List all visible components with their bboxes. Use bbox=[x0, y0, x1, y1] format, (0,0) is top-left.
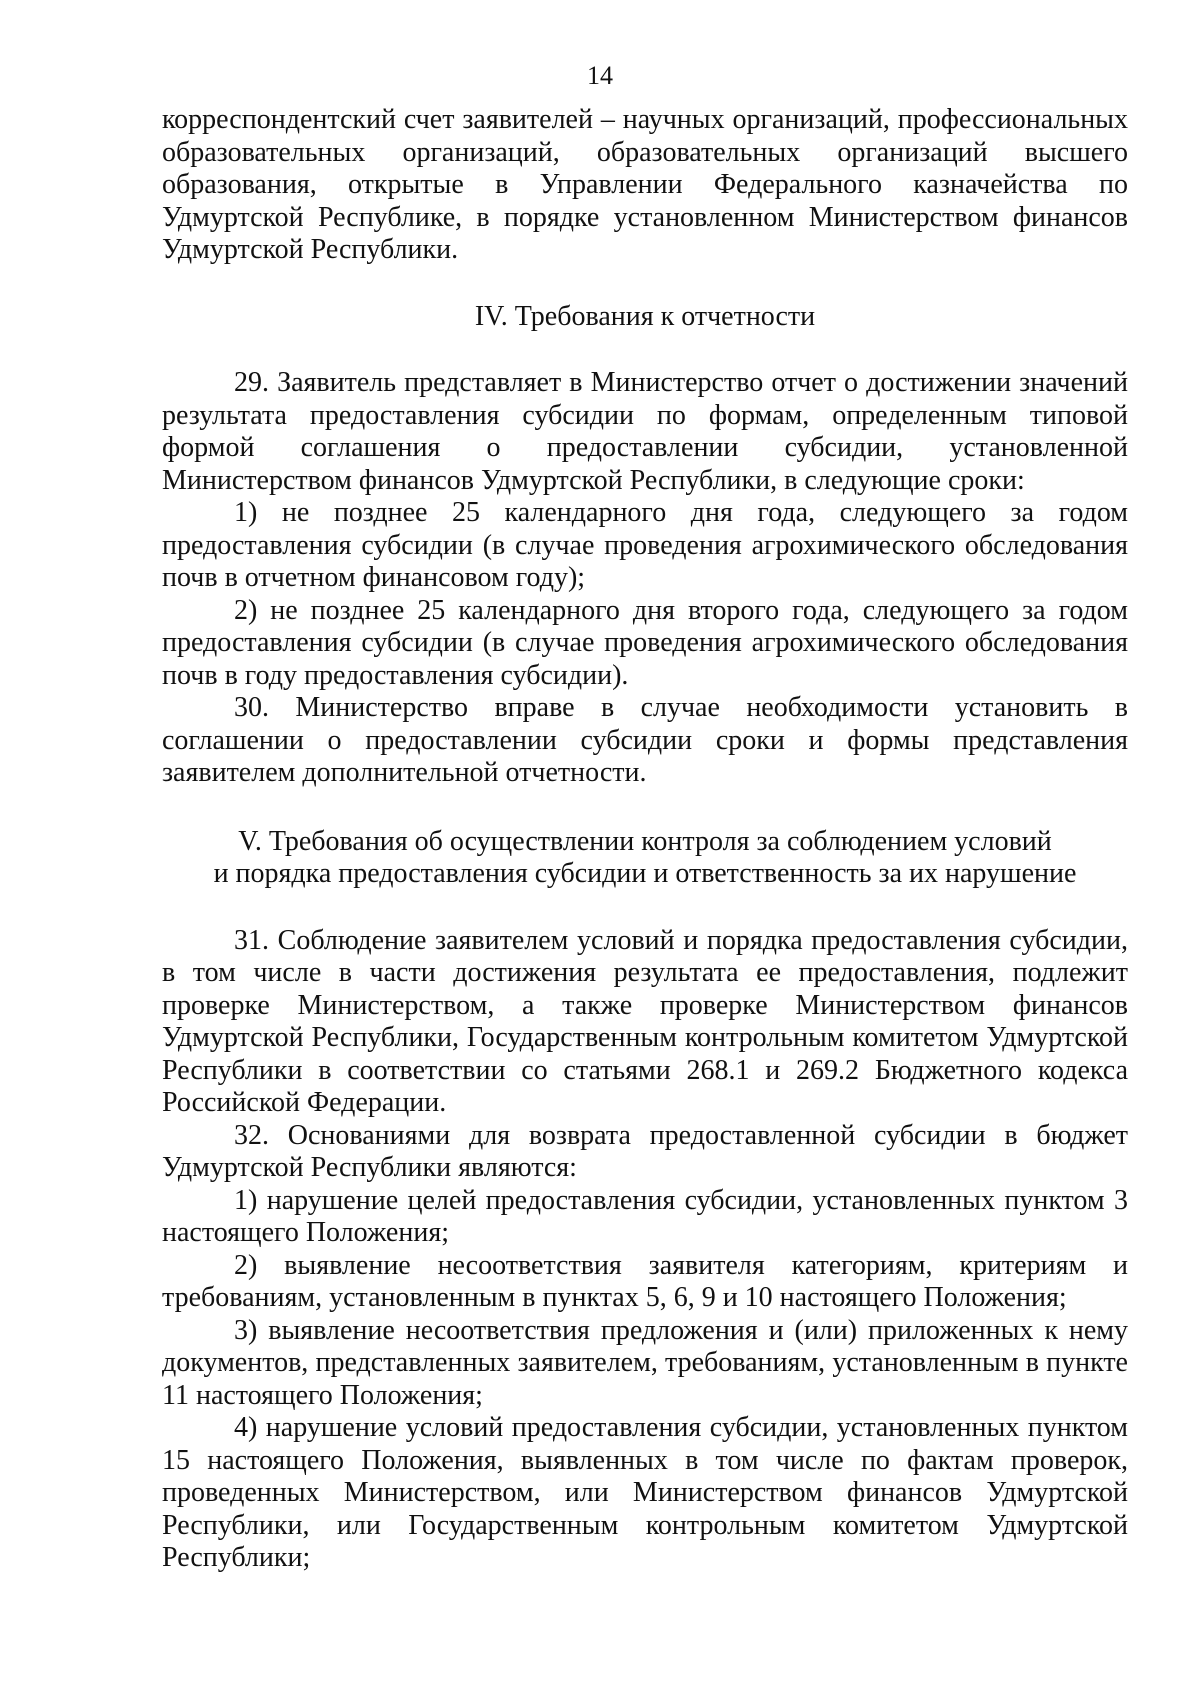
paragraph-32-item-4: 4) нарушение условий предоставления субсидии, установленных пунктом 15 настоящего Положения, выявленных в том числе по фактам проверок, проведенных Министерством, или Министерством финансов Удмуртской Республики, или Государственным контрольным комитетом Удмуртской Республики; bbox=[162, 1412, 1128, 1573]
paragraph-32-item-1: 1) нарушение целей предоставления субсидии, установленных пунктом 3 настоящего Положения; bbox=[162, 1184, 1128, 1248]
section-heading-v-line1: V. Требования об осуществлении контроля за соблюдением условий bbox=[238, 825, 1052, 857]
paragraph: корреспондентский счет заявителей – научных организаций, профессиональных образовательных организаций, образовательных организаций высшего образования, открытые в Управлении Федерального казначейства по Удмуртской Республике, в порядке установленном Министерством финансов Удмуртской Республики. bbox=[162, 104, 1128, 265]
paragraph-31: 31. Соблюдение заявителем условий и порядка предоставления субсидии, в том числе в части достижения результата ее предоставления, подлежит проверке Министерством, а также проверке Министерством финансов Удмуртской Республики, Государственным контрольным комитетом Удмуртской Республики в соответствии со статьями 268.1 и 269.2 Бюджетного кодекса Российской Федерации. bbox=[162, 924, 1128, 1118]
paragraph-29: 29. Заявитель представляет в Министерство отчет о достижении значений результата предоставления субсидии по формам, определенным типовой формой соглашения о предоставлении субсидии, установленной Министерством финансов Удмуртской Республики, в следующие сроки: bbox=[162, 367, 1128, 496]
paragraph-32: 32. Основаниями для возврата предоставленной субсидии в бюджет Удмуртской Республики являются: bbox=[162, 1119, 1128, 1183]
paragraph-32-item-3: 3) выявление несоответствия предложения и (или) приложенных к нему документов, представленных заявителем, требованиям, установленным в пункте 11 настоящего Положения; bbox=[162, 1314, 1128, 1411]
section-heading-v-line2: и порядка предоставления субсидии и ответственность за их нарушение bbox=[213, 858, 1077, 889]
paragraph-32-item-2: 2) выявление несоответствия заявителя категориям, критериям и требованиям, установленным в пунктах 5, 6, 9 и 10 настоящего Положения; bbox=[162, 1249, 1128, 1313]
document-body bbox=[162, 104, 1128, 1575]
section-heading-v bbox=[162, 826, 1128, 891]
paragraph-29-item-1: 1) не позднее 25 календарного дня года, следующего за годом предоставления субсидии (в случае проведения агрохимического обследования почв в отчетном финансовом году); bbox=[162, 497, 1128, 593]
page-number: 14 bbox=[587, 61, 613, 90]
paragraph-29-item-2: 2) не позднее 25 календарного дня второго года, следующего за годом предоставления субсидии (в случае проведения агрохимического обследования почв в году предоставления субсидии). bbox=[162, 594, 1128, 691]
paragraph-30: 30. Министерство вправе в случае необходимости установить в соглашении о предоставлении субсидии сроки и формы представления заявителем дополнительной отчетности. bbox=[162, 692, 1128, 788]
section-heading-iv: IV. Требования к отчетности bbox=[474, 300, 816, 332]
